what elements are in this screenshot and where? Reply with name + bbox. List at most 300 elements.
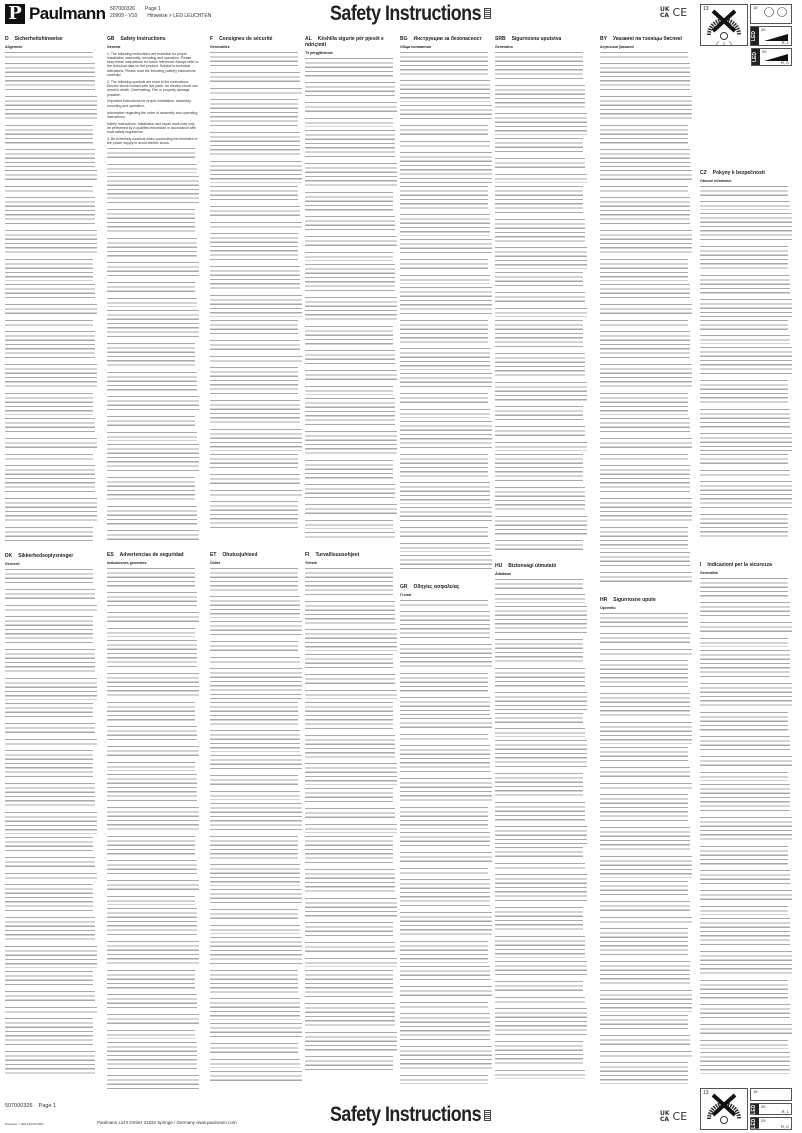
text-block: [210, 791, 300, 800]
footer-article-number: 507000326: [5, 1103, 33, 1109]
section-heading: [495, 563, 587, 569]
section-heading: [107, 36, 199, 42]
text-block: [400, 543, 490, 552]
text-block: [305, 386, 393, 395]
load-type: R, L: [781, 40, 789, 45]
text-block: [495, 454, 583, 484]
text-block: [5, 884, 93, 914]
text-block: [305, 970, 393, 1000]
footer-category: Hinweise > LED LEUCHTEN: [5, 1122, 44, 1126]
text-block: [210, 161, 302, 183]
text-block: [305, 898, 397, 920]
text-block: [600, 649, 692, 658]
text-block: [5, 230, 97, 256]
text-block: [600, 928, 688, 958]
text-block: [5, 170, 97, 183]
category: Hinweise > LED LEUCHTEN: [147, 13, 212, 19]
text-block: [5, 812, 97, 834]
text-block: [5, 331, 95, 361]
text-block: [495, 426, 585, 439]
text-block: [5, 438, 97, 451]
text-block: [5, 96, 97, 122]
text-block: [5, 1007, 97, 1016]
text-block: [495, 247, 587, 269]
text-block: [495, 639, 583, 665]
text-block: [495, 442, 587, 451]
text-block: [5, 857, 95, 870]
text-block: [600, 418, 690, 435]
text-block: [700, 454, 788, 467]
text-block: [600, 527, 688, 549]
section-subheading: Агульныя ўказаннi: [600, 45, 634, 49]
text-block: [400, 986, 492, 999]
text-block: [107, 310, 199, 340]
ce-mark: CE: [672, 1110, 688, 1123]
text-block: [400, 373, 492, 390]
section-subheading: Generalità: [700, 571, 718, 575]
text-block: [700, 213, 792, 243]
section-et: [210, 552, 302, 1087]
footer-title: Safety Instructions: [330, 1103, 482, 1126]
text-block: [210, 501, 298, 531]
text-block: [305, 236, 397, 249]
section-title: Указаннi па тэхнiцы бяспекi: [612, 36, 682, 42]
text-block: [495, 138, 583, 155]
text-block: [305, 824, 397, 833]
text-block: [305, 629, 397, 651]
text-block: [495, 668, 585, 690]
text-block: [107, 774, 197, 804]
text-block: [5, 649, 95, 675]
ukca-mark-ca: CA: [660, 11, 670, 19]
section-heading: [600, 597, 692, 603]
text-block: [210, 668, 302, 698]
text-block: [400, 409, 490, 418]
text-block: [400, 807, 488, 829]
text-block: [305, 460, 393, 482]
section-heading: [400, 584, 492, 590]
section-heading: [700, 170, 792, 176]
text-block: [305, 82, 395, 99]
text-block: [400, 393, 488, 406]
document-icon: [484, 1110, 491, 1121]
text-block: [700, 906, 788, 915]
text-block: [107, 673, 199, 699]
text-block: [400, 745, 490, 775]
text-block: [400, 239, 492, 256]
text-block: [107, 176, 199, 206]
text-block: [107, 477, 195, 503]
text-block: [495, 579, 583, 592]
section-title: Sigurnosna uputstva: [511, 36, 562, 42]
section-code: GR: [400, 584, 408, 590]
text-block: [5, 63, 95, 93]
text-block: [107, 1075, 199, 1092]
text-block: [700, 481, 792, 511]
text-block: [700, 736, 790, 753]
text-block: [210, 320, 298, 337]
text-block: [495, 540, 583, 550]
text-block: [107, 941, 199, 967]
text-block: [210, 99, 298, 129]
text-block: [600, 552, 690, 569]
text-block: [400, 644, 492, 670]
text-block: [400, 141, 490, 150]
document-icon: [484, 8, 491, 19]
text-block: [305, 654, 393, 671]
text-block: [495, 740, 587, 770]
text-block: [400, 611, 490, 641]
section-code: I: [700, 562, 702, 568]
text-block: [400, 287, 492, 317]
text-block: [400, 868, 488, 877]
text-block: [210, 367, 298, 397]
pictogram-led-dimmable-rc-icon: [751, 48, 792, 66]
text-block: [700, 1052, 790, 1075]
text-block: [495, 907, 583, 933]
text-block: [5, 569, 93, 586]
text-block: [107, 762, 195, 771]
text-block: [107, 530, 199, 540]
text-block: [600, 747, 688, 764]
text-block: [700, 433, 792, 450]
text-block: [210, 356, 302, 365]
section-code: BG: [400, 36, 408, 42]
section-code: D: [5, 36, 9, 42]
instruction-paragraph: Important instructions for proper installation, assembly, mounting and operation.: [107, 99, 192, 108]
text-block: [600, 881, 688, 898]
text-block: [210, 266, 300, 292]
text-block: [305, 264, 395, 294]
text-block: [600, 52, 688, 61]
text-block: [600, 186, 688, 195]
section-subheading: Allgemein: [5, 45, 23, 49]
section-heading: [5, 553, 97, 559]
section-title: Consignes de sécurité: [219, 36, 273, 42]
text-block: [600, 465, 690, 495]
text-block: [210, 864, 300, 886]
text-block: [400, 912, 492, 938]
section-i: [700, 562, 792, 1077]
text-block: [210, 186, 298, 203]
text-block: [600, 454, 688, 463]
led-label: LED: [751, 1104, 757, 1115]
text-block: [210, 909, 298, 922]
section-subheading: Üldist: [210, 561, 220, 565]
text-block: [400, 80, 490, 102]
text-block: [400, 320, 488, 346]
pictogram-dimmer-icon: [750, 1088, 792, 1101]
text-block: [210, 755, 302, 772]
text-block: [495, 113, 587, 135]
text-block: [5, 320, 93, 329]
text-block: [305, 763, 397, 785]
document-meta: [110, 6, 221, 20]
footer-certification-marks: [660, 1110, 687, 1123]
pictogram-number: 15: [753, 5, 758, 10]
text-block: [600, 613, 688, 630]
text-block: [495, 292, 585, 305]
text-block: [5, 197, 95, 227]
text-block: [107, 506, 197, 528]
section-heading: [210, 36, 302, 42]
text-block: [400, 852, 492, 865]
pictograms-top: [700, 4, 792, 46]
load-type: R, C: [781, 1124, 789, 1130]
section-title: Indicazioni per la sicurezza: [707, 562, 772, 568]
text-block: [107, 807, 199, 833]
text-block: [400, 52, 488, 78]
text-block: [600, 393, 688, 415]
text-block: [700, 186, 788, 199]
text-block: [107, 282, 195, 295]
section-title: Pokyny k bezpečnosti: [712, 170, 765, 176]
text-block: [600, 170, 692, 183]
section-title: Këshilla sigurie për pjesët e ndriçimit: [305, 36, 384, 48]
section-bg: [400, 36, 492, 575]
text-block: [495, 487, 585, 513]
pictogram-number: 15: [753, 1089, 758, 1094]
text-block: [305, 431, 397, 457]
text-block: [210, 998, 300, 1020]
text-block: [107, 908, 197, 938]
pictogram-no-cover-icon: [700, 1088, 748, 1130]
text-block: [600, 438, 692, 451]
text-block: [600, 331, 690, 361]
section-code: ES: [107, 552, 114, 558]
section-d: [5, 36, 97, 545]
text-block: [400, 555, 492, 573]
text-block: [305, 788, 393, 805]
text-block: [305, 297, 397, 323]
text-block: [495, 594, 585, 603]
text-block: [305, 216, 395, 233]
section-heading: [107, 552, 199, 558]
text-block: [107, 628, 195, 637]
section-code: ET: [210, 552, 217, 558]
section-title: Sikkerhedsoplysninger: [18, 553, 74, 559]
text-block: [5, 52, 93, 61]
text-block: [700, 320, 788, 333]
text-block: [305, 568, 393, 598]
text-block: [495, 308, 587, 317]
text-block: [210, 803, 302, 833]
text-block: [495, 174, 587, 183]
section-heading: [495, 36, 587, 42]
section-heading: [210, 552, 302, 558]
text-block: [210, 925, 300, 934]
text-block: [305, 192, 393, 214]
section-heading: [305, 552, 397, 558]
text-block: [600, 364, 692, 390]
pictogram-number: 13: [703, 6, 709, 12]
text-block: [700, 918, 790, 948]
text-block: [107, 148, 195, 161]
section-code: AL: [305, 36, 312, 42]
section-code: DK: [5, 553, 13, 559]
text-block: [400, 1002, 488, 1011]
text-block: [305, 163, 397, 189]
text-block: [107, 164, 197, 173]
text-block: [600, 856, 692, 878]
section-gr: [400, 584, 492, 1087]
text-block: [210, 621, 302, 638]
text-block: [700, 246, 788, 272]
text-block: [600, 125, 688, 147]
text-block: [305, 1003, 395, 1029]
section-title: Biztonsági útmutató: [508, 563, 557, 569]
ce-mark: CE: [672, 6, 688, 19]
text-block: [305, 370, 397, 383]
text-block: [700, 1004, 790, 1021]
text-block: [495, 606, 587, 636]
text-block: [495, 382, 587, 404]
text-block: [400, 673, 488, 695]
text-block: [210, 1023, 302, 1040]
text-block: [5, 304, 97, 317]
pictograms-bottom: [700, 1088, 792, 1130]
pictogram-dimmer-icon: [750, 4, 792, 24]
section-code: HU: [495, 563, 503, 569]
section-heading: [600, 36, 692, 42]
section-subheading: Generelt: [5, 562, 20, 566]
text-block: [700, 784, 790, 814]
section-title: Sigurnosne upute: [613, 597, 656, 603]
text-block: [305, 690, 397, 699]
text-block: [700, 756, 792, 769]
text-block: [495, 353, 585, 379]
text-block: [107, 568, 195, 590]
text-block: [700, 890, 792, 903]
section-subheading: Общи положения: [400, 45, 431, 49]
text-block: [5, 589, 95, 602]
text-block: [700, 980, 788, 1002]
text-block: [495, 863, 585, 872]
text-block: [400, 186, 488, 212]
ukca-mark-uk: UK: [660, 1109, 670, 1117]
text-block: [5, 946, 97, 968]
section-title: Инструкции за безопасност: [413, 36, 482, 42]
text-block: [210, 889, 302, 906]
text-block: [5, 527, 93, 542]
text-block: [700, 275, 790, 297]
text-block: [5, 873, 97, 882]
section-code: CZ: [700, 170, 707, 176]
text-block: [700, 514, 788, 540]
paulmann-logo: [5, 4, 105, 24]
text-block: [305, 118, 393, 127]
text-block: [210, 132, 300, 158]
text-block: [305, 398, 395, 428]
footer-article: [5, 1103, 56, 1109]
section-title: Ohutusjuhised: [222, 552, 258, 558]
text-block: [305, 601, 395, 627]
footer-page: Page 1: [38, 1103, 57, 1109]
text-block: [600, 633, 690, 646]
section-code: GB: [107, 36, 115, 42]
text-block: [600, 767, 690, 780]
text-block: [107, 209, 195, 235]
text-block: [305, 958, 397, 967]
text-block: [495, 52, 583, 82]
load-type: R, C: [781, 60, 789, 65]
text-block: [210, 1071, 302, 1085]
text-block: [210, 568, 298, 594]
text-block: [107, 1042, 197, 1072]
text-block: [700, 650, 790, 680]
text-block: [305, 674, 395, 687]
text-block: [210, 490, 302, 499]
pictogram-led-dimmable-rc-icon: [750, 1117, 792, 1130]
section-cz: [700, 170, 792, 543]
text-block: [210, 937, 302, 967]
text-block: [700, 622, 792, 635]
section-heading: [400, 36, 492, 42]
ukca-mark-uk: UK: [660, 5, 670, 13]
text-block: [305, 702, 393, 732]
text-block: [400, 1075, 488, 1084]
text-block: [305, 922, 393, 939]
text-block: [210, 72, 300, 85]
text-block: [210, 206, 300, 219]
text-block: [5, 259, 93, 281]
pictogram-led-rc: [751, 48, 792, 68]
text-block: [700, 951, 792, 977]
text-block: [305, 532, 395, 540]
section-subheading: Γενικά: [400, 593, 411, 597]
text-block: [495, 874, 587, 904]
text-block: [600, 1035, 690, 1048]
section-fi: [305, 552, 397, 1076]
text-block: [107, 640, 197, 670]
text-block: [495, 802, 585, 824]
section-srb: [495, 36, 587, 553]
text-block: [495, 713, 583, 726]
text-block: [305, 1056, 393, 1073]
text-block: [210, 295, 302, 317]
text-block: [5, 971, 93, 988]
section-es: [107, 552, 199, 1095]
text-block: [5, 364, 97, 390]
pictogram-led-dimmable-rl-icon: [750, 1103, 792, 1116]
section-by: [600, 36, 692, 587]
text-block: [305, 520, 393, 529]
text-block: [400, 1046, 492, 1072]
text-block: [210, 88, 302, 97]
text-block: [5, 605, 97, 614]
section-heading: [5, 36, 97, 42]
text-block: [700, 578, 788, 600]
text-block: [107, 432, 197, 441]
text-block: [400, 507, 492, 524]
text-block: [107, 970, 195, 992]
instruction-paragraph: Safety Instructions: Installation and repair work may only be performed by a qualified electrician in accordance with local safety regulations.: [107, 121, 197, 135]
text-block: [400, 259, 488, 272]
text-block: [400, 275, 490, 284]
text-block: [700, 201, 790, 210]
text-block: [600, 149, 690, 166]
text-block: [400, 941, 488, 963]
brand-name: Paulmann: [29, 4, 106, 23]
section-code: FI: [305, 552, 310, 558]
text-block: [600, 1015, 688, 1032]
text-block: [400, 1013, 490, 1043]
pictogram-number: 29: [762, 49, 767, 54]
text-block: [210, 474, 300, 487]
section-title: Advertencias de seguridad: [119, 552, 184, 558]
text-block: [5, 783, 95, 809]
text-block: [700, 683, 792, 709]
